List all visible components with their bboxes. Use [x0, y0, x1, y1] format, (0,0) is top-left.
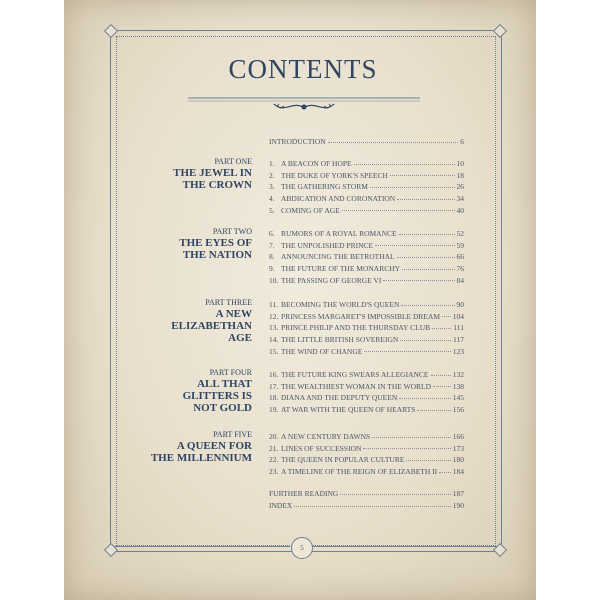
entry-title: A NEW CENTURY DAWNS — [281, 432, 371, 441]
chapter-number: 13. — [269, 323, 279, 333]
entry-title: THE FUTURE OF THE MONARCHY — [281, 264, 401, 274]
part-label: PART FOUR — [209, 368, 252, 377]
entry-title: DIANA AND THE DEPUTY QUEEN — [281, 393, 398, 403]
entry-title: PRINCESS MARGARET'S IMPOSSIBLE DREAM — [281, 311, 441, 321]
entry-title: A BEACON OF HOPE — [281, 159, 352, 168]
entry-title: THE DUKE OF YORK'S SPEECH — [281, 170, 388, 180]
toc-chapter-item — [269, 228, 464, 239]
chapter-number: 12. — [269, 311, 279, 321]
dot-leader — [397, 256, 455, 258]
entry-page-number: 66 — [456, 252, 464, 262]
chapter-number: 16. — [269, 370, 279, 379]
entry-page-number: 156 — [452, 405, 464, 415]
part-title-line: ELIZABETHAN — [171, 320, 252, 332]
chapter-number: 23. — [269, 467, 279, 477]
entry-title: AT WAR WITH THE QUEEN OF HEARTS — [281, 405, 416, 415]
entry-page-number: 117 — [453, 335, 464, 345]
part-label: PART ONE — [214, 157, 252, 166]
entry-page-number: 190 — [452, 501, 464, 510]
entry-page-number: 26 — [456, 182, 464, 192]
chapter-number: 18. — [269, 393, 279, 403]
dot-leader — [372, 436, 451, 438]
dot-leader — [400, 339, 451, 341]
dot-leader — [364, 350, 450, 352]
toc-back-matter-item — [269, 500, 464, 511]
entry-page-number: 59 — [456, 240, 464, 250]
toc-chapter-item — [269, 404, 464, 415]
dot-leader — [431, 374, 451, 376]
part-label: PART THREE — [205, 298, 252, 307]
toc-chapter-item — [269, 170, 464, 181]
part-title-line: AGE — [228, 332, 252, 344]
part-title-line: A NEW — [215, 308, 252, 320]
dot-leader — [390, 174, 455, 176]
entry-title: THE UNPOLISHED PRINCE — [281, 240, 374, 250]
toc-chapter-item — [269, 454, 464, 465]
entry-title: THE PASSING OF GEORGE VI — [281, 275, 382, 285]
entry-title: THE GATHERING STORM — [281, 182, 368, 192]
entry-page-number: 145 — [452, 393, 464, 403]
chapter-number: 22. — [269, 455, 279, 465]
chapter-number: 10. — [269, 275, 279, 285]
dot-leader — [442, 315, 451, 317]
part-title-line: ALL THAT — [197, 378, 252, 390]
toc-chapter-item — [269, 263, 464, 274]
entry-title: PRINCE PHILIP AND THE THURSDAY CLUB — [281, 323, 431, 333]
entry-page-number: 18 — [456, 170, 464, 180]
part-title-line: A QUEEN FOR — [176, 440, 252, 452]
part-heading — [134, 430, 252, 464]
chapter-number: 20. — [269, 432, 279, 441]
entry-title: LINES OF SUCCESSION — [281, 443, 362, 453]
entry-title: ANNOUNCING THE BETROTHAL — [281, 252, 395, 262]
part-title-line: THE EYES OF — [179, 237, 252, 249]
entry-page-number: 52 — [456, 229, 464, 238]
page-title: CONTENTS — [228, 54, 378, 84]
entry-page-number: 104 — [452, 311, 464, 321]
entry-title: THE FUTURE KING SWEARS ALLEGIANCE — [281, 370, 429, 379]
entry-page-number: 166 — [452, 432, 464, 441]
entry-title: COMING OF AGE — [281, 205, 340, 215]
chapter-number: 4. — [269, 194, 275, 204]
dot-leader — [433, 385, 451, 387]
part-title-line: THE NATION — [182, 249, 252, 261]
chapter-number: 5. — [269, 205, 275, 215]
toc-chapter-item — [269, 181, 464, 192]
entry-page-number: 123 — [452, 346, 464, 356]
chapter-number: 7. — [269, 240, 275, 250]
chapter-number: 19. — [269, 405, 279, 415]
dot-leader — [342, 209, 455, 211]
footer-rule-right — [313, 546, 497, 547]
toc-chapter-item — [269, 275, 464, 286]
dot-leader — [363, 447, 450, 449]
toc-chapter-item — [269, 346, 464, 357]
toc-chapter-item — [269, 205, 464, 216]
entry-page-number: 180 — [452, 455, 464, 465]
footer-rule-left — [114, 546, 290, 547]
dot-leader — [439, 471, 451, 473]
dot-leader — [370, 186, 455, 188]
dot-leader — [354, 163, 455, 165]
chapter-number: 8. — [269, 252, 275, 262]
toc-chapter-item — [269, 240, 464, 251]
chapter-number: 21. — [269, 443, 279, 453]
entry-page-number: 111 — [453, 323, 464, 333]
part-heading — [134, 227, 252, 261]
toc-chapter-item — [269, 392, 464, 403]
dot-leader — [399, 233, 455, 235]
entry-page-number: 10 — [456, 159, 464, 168]
chapter-number: 1. — [269, 159, 275, 168]
part-heading — [134, 298, 252, 344]
entry-page-number: 90 — [456, 300, 464, 309]
part-title-line: THE MILLENNIUM — [150, 452, 252, 464]
toc-back-matter-item — [269, 488, 464, 499]
chapter-number: 14. — [269, 335, 279, 345]
dot-leader — [417, 409, 450, 411]
part-heading — [134, 157, 252, 191]
entry-title: THE LITTLE BRITISH SOVEREIGN — [281, 335, 399, 345]
part-title-line: THE CROWN — [182, 179, 252, 191]
entry-title: A TIMELINE OF THE REIGN OF ELIZABETH II — [281, 467, 438, 477]
part-label: PART FIVE — [213, 430, 252, 439]
chapter-number: 3. — [269, 182, 275, 192]
part-heading — [134, 368, 252, 414]
dot-leader — [383, 279, 454, 281]
toc-chapter-item — [269, 443, 464, 454]
dot-leader — [375, 244, 454, 246]
entry-page-number: 34 — [456, 194, 464, 204]
entry-title: THE WIND OF CHANGE — [281, 346, 363, 356]
entry-page-number: 138 — [452, 381, 464, 391]
toc-chapter-item — [269, 381, 464, 392]
dot-leader — [294, 505, 450, 507]
entry-page-number: 173 — [452, 443, 464, 453]
dot-leader — [340, 493, 450, 495]
dot-leader — [399, 397, 451, 399]
toc-chapter-item — [269, 334, 464, 345]
dot-leader — [432, 327, 451, 329]
entry-title: RUMORS OF A ROYAL ROMANCE — [281, 229, 397, 238]
entry-page-number: 6 — [460, 137, 464, 146]
dot-leader — [328, 141, 459, 143]
chapter-number: 6. — [269, 229, 275, 238]
entry-page-number: 84 — [456, 275, 464, 285]
part-title-line: NOT GOLD — [193, 402, 252, 414]
toc-chapter-item — [269, 311, 464, 322]
chapter-number: 15. — [269, 346, 279, 356]
toc-chapter-item — [269, 251, 464, 262]
dot-leader — [397, 198, 454, 200]
toc-chapter-item — [269, 193, 464, 204]
entry-page-number: 40 — [456, 205, 464, 215]
entry-title: THE WEALTHIEST WOMAN IN THE WORLD — [281, 381, 432, 391]
entry-title: INTRODUCTION — [269, 137, 326, 146]
entry-title: BECOMING THE WORLD'S QUEEN — [281, 300, 400, 309]
entry-title: THE QUEEN IN POPULAR CULTURE — [281, 455, 405, 465]
chapter-number: 17. — [269, 381, 279, 391]
toc-chapter-item — [269, 431, 464, 442]
part-label: PART TWO — [212, 227, 252, 236]
chapter-number: 2. — [269, 170, 275, 180]
entry-page-number: 184 — [452, 467, 464, 477]
chapter-number: 9. — [269, 264, 275, 274]
entry-title: INDEX — [269, 501, 293, 510]
toc-chapter-item — [269, 322, 464, 333]
flourish-divider-icon — [188, 92, 420, 114]
entry-title: FURTHER READING — [269, 489, 339, 498]
entry-page-number: 76 — [456, 264, 464, 274]
dot-leader — [402, 268, 454, 270]
part-title-line: GLITTERS IS — [182, 390, 252, 402]
chapter-number: 11. — [269, 300, 279, 309]
part-title-line: THE JEWEL IN — [173, 167, 252, 179]
toc-introduction — [269, 136, 464, 147]
book-page — [64, 0, 536, 600]
toc-chapter-item — [269, 158, 464, 169]
toc-chapter-item — [269, 466, 464, 477]
page-number: 5 — [291, 537, 313, 559]
dot-leader — [401, 304, 454, 306]
entry-page-number: 132 — [452, 370, 464, 379]
entry-title: ABDICATION AND CORONATION — [281, 194, 396, 204]
toc-chapter-item — [269, 299, 464, 310]
entry-page-number: 187 — [452, 489, 464, 498]
toc-chapter-item — [269, 369, 464, 380]
dot-leader — [406, 459, 450, 461]
